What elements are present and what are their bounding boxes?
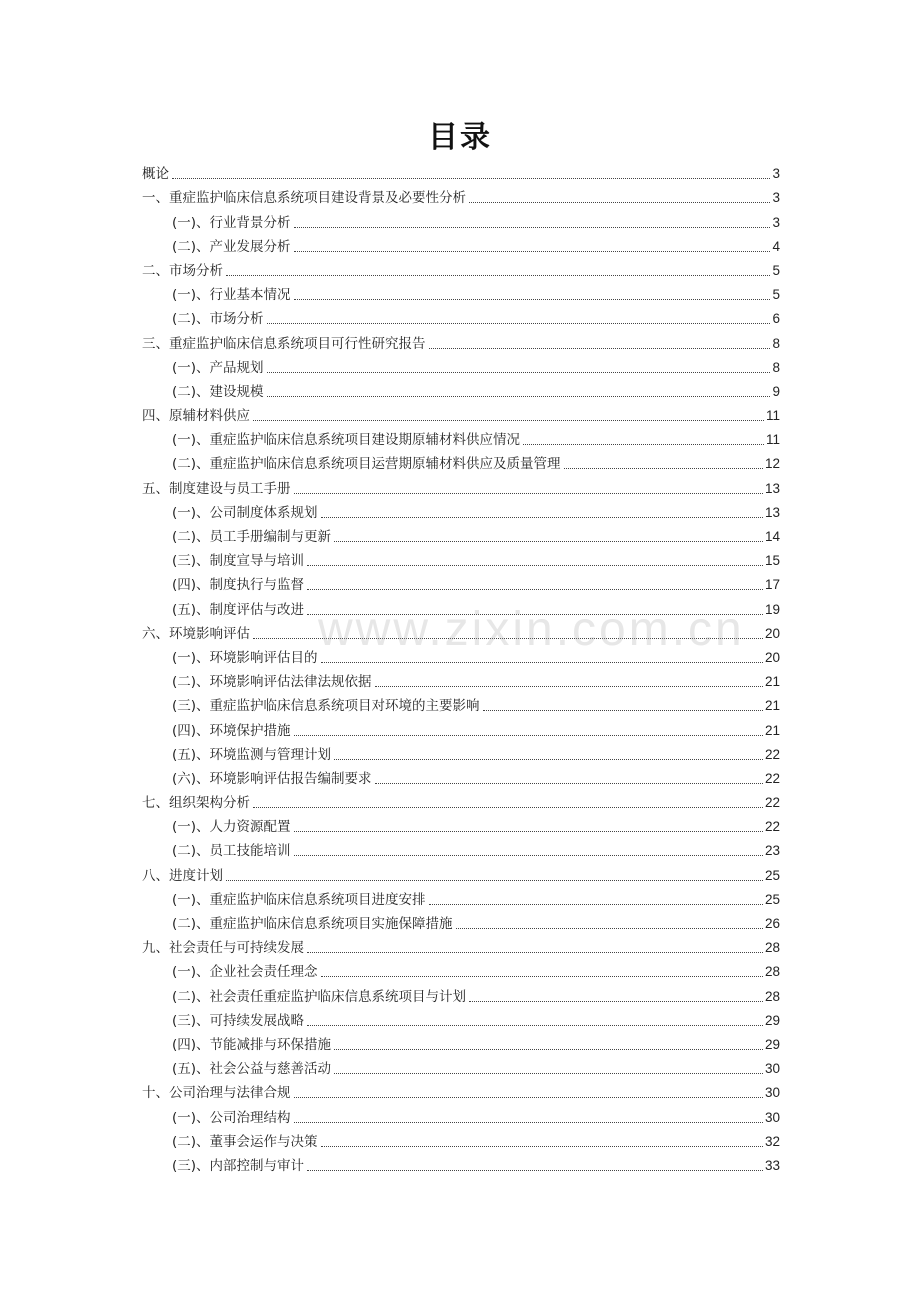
toc-dot-leader — [469, 1001, 763, 1002]
toc-dot-leader — [564, 468, 763, 469]
watermark: www.zixin.com.cn — [318, 603, 745, 656]
toc-entry-label: 一、重症监护临床信息系统项目建设背景及必要性分析 — [142, 190, 466, 207]
toc-entry-page-number: 14 — [764, 529, 780, 544]
toc-dot-leader — [334, 1073, 763, 1074]
toc-dot-leader — [307, 952, 763, 953]
toc-entry-label: (二)、市场分析 — [172, 311, 264, 328]
toc-entry-label: (一)、行业背景分析 — [172, 214, 291, 231]
toc-entry-page-number: 30 — [764, 1061, 780, 1077]
toc-entry-page-number: 25 — [764, 867, 780, 883]
toc-entry-page-number: 3 — [772, 190, 780, 206]
toc-entry-page-number: 13 — [764, 480, 780, 496]
toc-entry-label: (二)、员工技能培训 — [172, 843, 291, 860]
toc-dot-leader — [523, 444, 764, 445]
toc-entry-label: (一)、人力资源配置 — [172, 819, 291, 836]
toc-entry-page-number: 28 — [764, 964, 780, 980]
toc-entry[interactable] — [142, 741, 780, 765]
toc-entry[interactable] — [142, 329, 780, 353]
toc-entry[interactable] — [142, 426, 780, 450]
toc-entry-label: (三)、可持续发展战略 — [172, 1012, 305, 1029]
toc-entry-page-number: 19 — [764, 601, 780, 617]
table-of-contents — [142, 160, 780, 1176]
toc-dot-leader — [253, 807, 763, 808]
toc-entry[interactable] — [142, 789, 780, 813]
toc-dot-leader — [294, 735, 763, 736]
toc-entry-page-number: 4 — [772, 238, 780, 254]
toc-entry-page-number: 32 — [764, 1133, 780, 1149]
toc-dot-leader — [334, 1049, 763, 1050]
toc-entry-page-number: 9 — [772, 383, 780, 399]
toc-entry-label: 九、社会责任与可持续发展 — [142, 940, 304, 957]
toc-entry-label: 六、环境影响评估 — [142, 625, 250, 642]
toc-entry[interactable] — [142, 1031, 780, 1055]
toc-entry[interactable] — [142, 523, 780, 547]
toc-entry-label: 三、重症监护临床信息系统项目可行性研究报告 — [142, 335, 426, 352]
toc-dot-leader — [294, 493, 763, 494]
toc-entry-label: (四)、制度执行与监督 — [172, 577, 305, 594]
toc-entry[interactable] — [142, 813, 780, 837]
toc-dot-leader — [294, 251, 771, 252]
toc-entry[interactable] — [142, 620, 780, 644]
toc-entry-page-number: 21 — [764, 674, 780, 690]
toc-dot-leader — [294, 299, 771, 300]
toc-dot-leader — [321, 662, 763, 663]
toc-dot-leader — [294, 855, 763, 856]
toc-entry-label: (二)、员工手册编制与更新 — [172, 529, 332, 545]
toc-dot-leader — [375, 686, 763, 687]
toc-entry-page-number: 29 — [764, 1036, 780, 1052]
toc-entry[interactable] — [142, 184, 780, 208]
toc-dot-leader — [267, 323, 771, 324]
toc-entry-label: (一)、企业社会责任理念 — [172, 964, 318, 981]
toc-dot-leader — [456, 928, 763, 929]
toc-entry[interactable] — [142, 668, 780, 692]
toc-entry-page-number: 26 — [764, 916, 780, 931]
toc-entry-page-number: 22 — [764, 795, 780, 811]
toc-entry-label: 二、市场分析 — [142, 262, 223, 279]
toc-entry-page-number: 22 — [764, 819, 780, 835]
toc-entry-label: (二)、社会责任重症监护临床信息系统项目与计划 — [172, 988, 467, 1005]
toc-entry[interactable] — [142, 1007, 780, 1031]
toc-entry-page-number: 29 — [764, 1012, 780, 1028]
toc-entry-page-number: 3 — [772, 214, 780, 230]
toc-dot-leader — [321, 1146, 763, 1147]
toc-entry[interactable] — [142, 305, 780, 329]
toc-entry[interactable] — [142, 474, 780, 498]
toc-entry-page-number: 23 — [764, 843, 780, 859]
toc-entry-label: (一)、公司制度体系规划 — [172, 504, 318, 521]
toc-entry-label: (五)、环境监测与管理计划 — [172, 746, 332, 763]
toc-entry-label: (三)、重症监护临床信息系统项目对环境的主要影响 — [172, 698, 480, 715]
toc-entry-label: (四)、环境保护措施 — [172, 722, 291, 739]
toc-dot-leader — [307, 589, 763, 590]
toc-entry-label: (一)、重症监护临床信息系统项目进度安排 — [172, 891, 426, 908]
toc-entry-page-number: 12 — [764, 456, 780, 472]
toc-entry-page-number: 8 — [772, 359, 780, 375]
toc-entry[interactable] — [142, 1128, 780, 1152]
toc-entry[interactable] — [142, 1055, 780, 1079]
toc-entry[interactable] — [142, 281, 780, 305]
toc-dot-leader — [307, 565, 763, 566]
toc-dot-leader — [429, 904, 763, 905]
toc-dot-leader — [226, 880, 763, 881]
toc-entry-page-number: 30 — [764, 1085, 780, 1101]
toc-entry[interactable] — [142, 257, 780, 281]
toc-entry-label: (五)、制度评估与改进 — [172, 601, 305, 618]
toc-entry-label: 五、制度建设与员工手册 — [142, 480, 291, 497]
toc-entry[interactable] — [142, 499, 780, 523]
page-title: 目录 — [428, 120, 492, 155]
toc-entry-label: (二)、产业发展分析 — [172, 238, 291, 255]
toc-entry-page-number: 22 — [764, 746, 780, 762]
toc-entry-page-number: 11 — [765, 408, 780, 424]
toc-entry[interactable] — [142, 378, 780, 402]
toc-entry-page-number: 33 — [764, 1157, 780, 1173]
toc-entry-page-number: 3 — [772, 166, 780, 182]
toc-dot-leader — [172, 178, 770, 179]
toc-entry[interactable] — [142, 910, 780, 934]
toc-entry[interactable] — [142, 886, 780, 910]
toc-dot-leader — [483, 710, 763, 711]
toc-entry-label: (二)、建设规模 — [172, 383, 264, 400]
toc-entry-label: (四)、节能减排与环保措施 — [172, 1036, 332, 1053]
toc-entry[interactable] — [142, 450, 780, 474]
toc-dot-leader — [334, 759, 763, 760]
toc-dot-leader — [226, 275, 770, 276]
toc-entry-page-number: 17 — [764, 577, 780, 593]
toc-entry-page-number: 30 — [764, 1109, 780, 1125]
toc-dot-leader — [267, 396, 771, 397]
toc-entry[interactable] — [142, 595, 780, 619]
toc-entry[interactable] — [142, 837, 780, 861]
toc-entry[interactable] — [142, 233, 780, 257]
toc-entry-label: (二)、重症监护临床信息系统项目实施保障措施 — [172, 916, 453, 932]
toc-entry-label: 十、公司治理与法律合规 — [142, 1085, 291, 1102]
toc-entry-page-number: 28 — [764, 940, 780, 956]
toc-entry[interactable] — [142, 644, 780, 668]
toc-entry[interactable] — [142, 1103, 780, 1127]
toc-entry[interactable] — [142, 547, 780, 571]
toc-entry-page-number: 5 — [772, 262, 780, 278]
toc-entry-page-number: 15 — [764, 553, 780, 569]
toc-entry-label: 概论 — [142, 166, 169, 183]
toc-entry[interactable] — [142, 934, 780, 958]
toc-entry-page-number: 22 — [764, 770, 780, 786]
toc-entry-label: (二)、重症监护临床信息系统项目运营期原辅材料供应及质量管理 — [172, 456, 561, 473]
toc-dot-leader — [469, 202, 770, 203]
toc-entry[interactable] — [142, 958, 780, 982]
toc-entry-label: (二)、环境影响评估法律法规依据 — [172, 674, 372, 691]
toc-entry-label: 八、进度计划 — [142, 867, 223, 884]
toc-entry[interactable] — [142, 402, 780, 426]
toc-entry-label: (六)、环境影响评估报告编制要求 — [172, 770, 372, 787]
toc-entry-label: (三)、制度宣导与培训 — [172, 553, 305, 570]
toc-entry-label: (一)、公司治理结构 — [172, 1109, 291, 1126]
toc-entry-label: (三)、内部控制与审计 — [172, 1157, 305, 1174]
toc-entry[interactable] — [142, 1079, 780, 1103]
toc-dot-leader — [294, 1122, 763, 1123]
toc-entry-page-number: 13 — [764, 504, 780, 520]
toc-dot-leader — [334, 541, 763, 542]
toc-entry-label: (五)、社会公益与慈善活动 — [172, 1061, 332, 1078]
toc-entry-page-number: 6 — [772, 311, 780, 327]
toc-entry-page-number: 8 — [772, 335, 780, 351]
toc-dot-leader — [307, 614, 763, 615]
toc-entry[interactable] — [142, 571, 780, 595]
toc-entry[interactable] — [142, 208, 780, 232]
toc-entry[interactable] — [142, 716, 780, 740]
toc-entry-label: (二)、董事会运作与决策 — [172, 1133, 318, 1150]
toc-entry-page-number: 21 — [764, 722, 780, 738]
toc-dot-leader — [307, 1025, 763, 1026]
toc-entry-label: (一)、行业基本情况 — [172, 287, 291, 304]
toc-dot-leader — [294, 227, 771, 228]
toc-entry-page-number: 11 — [765, 432, 780, 448]
toc-entry-label: (一)、环境影响评估目的 — [172, 649, 318, 666]
toc-dot-leader — [307, 1170, 763, 1171]
toc-dot-leader — [253, 420, 764, 421]
toc-dot-leader — [375, 783, 763, 784]
toc-entry[interactable] — [142, 160, 780, 184]
toc-entry[interactable] — [142, 982, 780, 1006]
toc-entry-page-number: 20 — [764, 649, 780, 665]
toc-dot-leader — [294, 1097, 763, 1098]
toc-entry-page-number: 20 — [764, 625, 780, 641]
toc-dot-leader — [321, 517, 763, 518]
toc-entry-page-number: 28 — [764, 988, 780, 1004]
toc-entry[interactable] — [142, 692, 780, 716]
toc-entry-page-number: 5 — [772, 287, 780, 303]
toc-entry-label: (一)、重症监护临床信息系统项目建设期原辅材料供应情况 — [172, 432, 521, 449]
toc-dot-leader — [294, 831, 763, 832]
toc-entry[interactable] — [142, 1152, 780, 1176]
toc-entry-label: (一)、产品规划 — [172, 359, 264, 376]
toc-dot-leader — [321, 976, 763, 977]
toc-entry-page-number: 25 — [764, 891, 780, 907]
toc-dot-leader — [267, 372, 771, 373]
toc-entry-page-number: 21 — [764, 698, 780, 714]
toc-dot-leader — [429, 348, 771, 349]
toc-entry[interactable] — [142, 861, 780, 885]
toc-entry-label: 四、原辅材料供应 — [142, 408, 250, 425]
toc-entry[interactable] — [142, 354, 780, 378]
toc-dot-leader — [253, 638, 763, 639]
toc-entry-label: 七、组织架构分析 — [142, 795, 250, 812]
toc-entry[interactable] — [142, 765, 780, 789]
